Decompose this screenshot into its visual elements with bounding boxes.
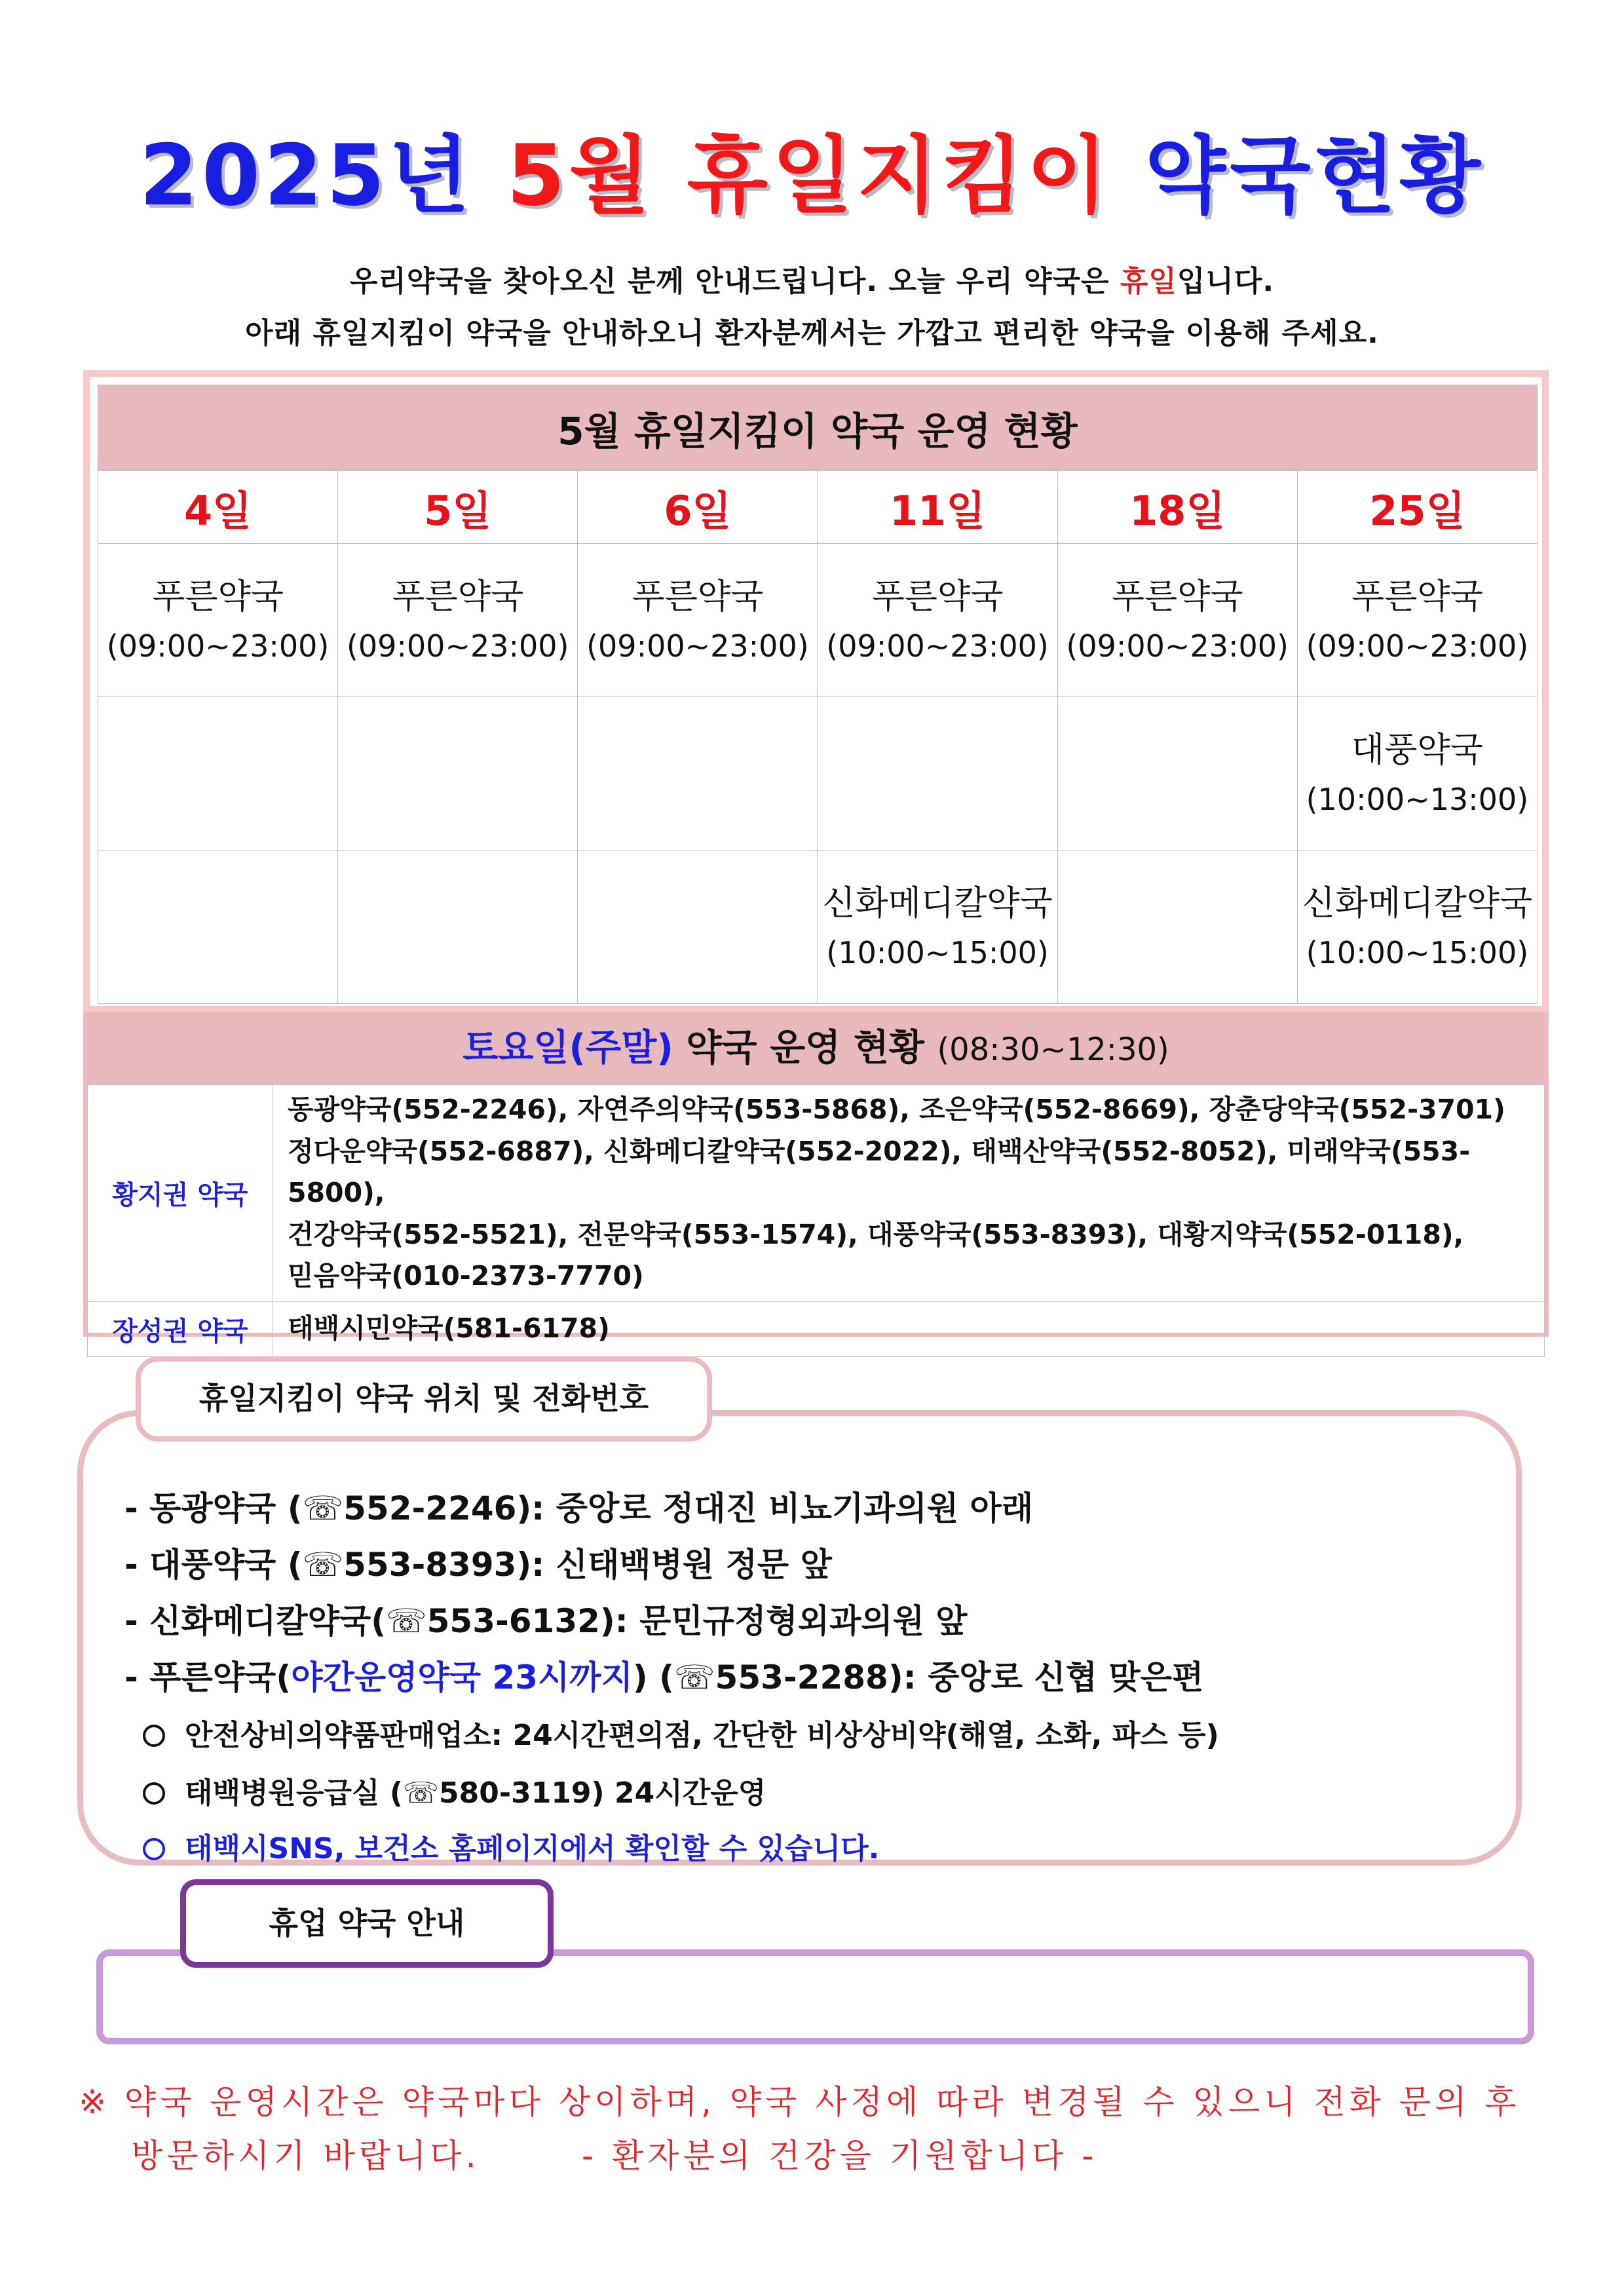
location-item: - 신화메디칼약국(☏553-6132): 문민규정형외과의원 앞 xyxy=(124,1602,968,1640)
day-row xyxy=(98,471,1538,544)
pharmacy-name: 푸른약국 xyxy=(632,577,764,617)
intro-line-2: 아래 휴일지킴이 약국을 안내하오니 환자분께서는 가깝고 편리한 약국을 이용해 주세요. xyxy=(245,316,1379,350)
intro-holiday-word: 휴일 xyxy=(1120,265,1177,298)
day-header: 6일 xyxy=(578,471,818,544)
pharmacy-list-line: 건강약국(552-5521), 전문약국(553-1574), 대풍약국(553-8393), 대황지약국(552-0118), xyxy=(288,1218,1464,1250)
location-item-text: ) (☏553-2288): 중앙로 신협 맞은편 xyxy=(632,1658,1204,1696)
slot-row xyxy=(98,851,1538,1004)
day-header: 5일 xyxy=(338,471,578,544)
saturday-schedule xyxy=(83,1012,1549,1347)
pharmacy-slot xyxy=(818,544,1057,697)
pharmacy-slot xyxy=(98,544,338,697)
sub-item-text: 태백시SNS, 보건소 홈페이지에서 확인할 수 있습니다. xyxy=(185,1832,880,1866)
intro-text-b: 입니다. xyxy=(1177,265,1275,298)
pharmacy-name: 신화메디칼약국 xyxy=(822,883,1053,923)
weekday-schedule xyxy=(83,370,1549,1012)
region-row xyxy=(88,1301,1545,1356)
region-label: 장성권 약국 xyxy=(88,1301,273,1356)
title-status: 약국현황 xyxy=(1144,127,1485,225)
pharmacy-slot xyxy=(818,851,1057,1004)
page-title xyxy=(0,108,1624,229)
pharmacy-name: 푸른약국 xyxy=(871,577,1004,617)
pharmacy-hours: (09:00~23:00) xyxy=(1306,628,1529,664)
pharmacy-hours: (10:00~15:00) xyxy=(826,935,1049,971)
location-item xyxy=(124,1651,1203,1698)
pharmacy-name: 신화메디칼약국 xyxy=(1302,883,1533,923)
pharmacy-slot xyxy=(1297,697,1537,851)
circle-bullet-icon xyxy=(143,1838,165,1860)
saturday-table xyxy=(87,1084,1545,1357)
pharmacy-hours: (10:00~15:00) xyxy=(1306,935,1529,971)
day-header: 4일 xyxy=(98,471,338,544)
region-pharmacy-list xyxy=(273,1085,1545,1302)
pharmacy-slot xyxy=(338,544,578,697)
pharmacy-slot xyxy=(1057,697,1297,851)
pharmacy-hours: (09:00~23:00) xyxy=(586,628,809,664)
saturday-header-text: 약국 운영 현황 xyxy=(673,1027,937,1069)
pharmacy-name: 푸른약국 xyxy=(1351,577,1483,617)
footer-note-cont: 방문하시기 바랍니다. xyxy=(131,2137,480,2175)
pharmacy-slot xyxy=(1297,544,1537,697)
pharmacy-hours: (09:00~23:00) xyxy=(826,628,1049,664)
day-header: 11일 xyxy=(818,471,1057,544)
pharmacy-slot xyxy=(1057,544,1297,697)
title-month: 5월 xyxy=(506,127,654,225)
pharmacy-slot xyxy=(98,697,338,851)
location-item: - 대풍약국 (☏553-8393): 신태백병원 정문 앞 xyxy=(124,1546,832,1584)
weekday-header: 5월 휴일지킴이 약국 운영 현황 xyxy=(98,385,1538,471)
night-hours-note: 야간운영약국 23시까지 xyxy=(291,1658,633,1696)
pharmacy-slot xyxy=(578,851,818,1004)
circle-bullet-icon xyxy=(143,1782,165,1805)
circle-bullet-icon xyxy=(143,1725,165,1747)
title-holiday: 휴일지킴이 xyxy=(687,127,1112,225)
sub-item xyxy=(143,1769,766,1811)
title-year: 2025년 xyxy=(139,127,474,225)
pharmacy-slot xyxy=(98,851,338,1004)
saturday-header-day: 토요일(주말) xyxy=(463,1027,673,1069)
sub-item xyxy=(143,1825,879,1867)
region-row xyxy=(88,1085,1545,1302)
pharmacy-slot xyxy=(338,851,578,1004)
pharmacy-hours: (09:00~23:00) xyxy=(1066,628,1289,664)
intro-text-a: 우리약국을 찾아오신 분께 안내드립니다. 오늘 우리 약국은 xyxy=(349,265,1120,298)
pharmacy-hours: (09:00~23:00) xyxy=(346,628,569,664)
slot-rows xyxy=(98,544,1538,1004)
weekday-table xyxy=(98,385,1538,1004)
footer-sign: - 환자분의 건강을 기원합니다 - xyxy=(582,2137,1098,2175)
pharmacy-slot xyxy=(578,697,818,851)
footer-note: ※ 약국 운영시간은 약국마다 상이하며, 약국 사정에 따라 변경될 수 있으니 전화 문의 후 xyxy=(79,2083,1520,2121)
pharmacy-list-line: 믿음약국(010-2373-7770) xyxy=(288,1260,644,1292)
sub-item xyxy=(143,1712,1219,1753)
day-header: 18일 xyxy=(1057,471,1297,544)
region-label: 황지권 약국 xyxy=(88,1085,273,1302)
slot-row xyxy=(98,544,1538,697)
location-item: - 동광약국 (☏552-2246): 중앙로 정대진 비뇨기과의원 아래 xyxy=(124,1489,1034,1527)
pharmacy-name: 푸른약국 xyxy=(1111,577,1243,617)
location-tab: 휴일지킴이 약국 위치 및 전화번호 xyxy=(136,1356,712,1442)
saturday-header xyxy=(87,1012,1545,1084)
slot-row xyxy=(98,697,1538,851)
location-item-text: - 푸른약국( xyxy=(124,1658,292,1696)
pharmacy-slot xyxy=(818,697,1057,851)
pharmacy-name: 푸른약국 xyxy=(152,577,284,617)
pharmacy-list-line: 동광약국(552-2246), 자연주의약국(553-5868), 조은약국(552-8669), 장춘당약국(552-3701) xyxy=(288,1094,1505,1125)
pharmacy-list-line: 태백시민약국(581-6178) xyxy=(288,1312,610,1345)
pharmacy-slot xyxy=(578,544,818,697)
pharmacy-hours: (09:00~23:00) xyxy=(106,628,330,664)
pharmacy-slot xyxy=(1057,851,1297,1004)
closed-pharmacy-tab: 휴업 약국 안내 xyxy=(180,1879,554,1968)
pharmacy-hours: (10:00~13:00) xyxy=(1306,782,1529,818)
intro-line-1 xyxy=(0,258,1624,299)
pharmacy-name: 대풍약국 xyxy=(1351,730,1483,770)
region-pharmacy-list xyxy=(273,1301,1545,1356)
pharmacy-slot xyxy=(338,697,578,851)
sub-item-text: 안전상비의약품판매업소: 24시간편의점, 간단한 비상상비약(해열, 소화, 파스 등) xyxy=(185,1719,1219,1752)
pharmacy-slot xyxy=(1297,851,1537,1004)
day-header: 25일 xyxy=(1297,471,1537,544)
sub-item-text: 태백병원응급실 (☏580-3119) 24시간운영 xyxy=(185,1776,766,1810)
saturday-header-hours: (08:30~12:30) xyxy=(937,1031,1169,1068)
pharmacy-name: 푸른약국 xyxy=(392,577,524,617)
pharmacy-list-line: 정다운약국(552-6887), 신화메디칼약국(552-2022), 태백산약국(552-8052), 미래약국(553-5800), xyxy=(288,1135,1471,1209)
